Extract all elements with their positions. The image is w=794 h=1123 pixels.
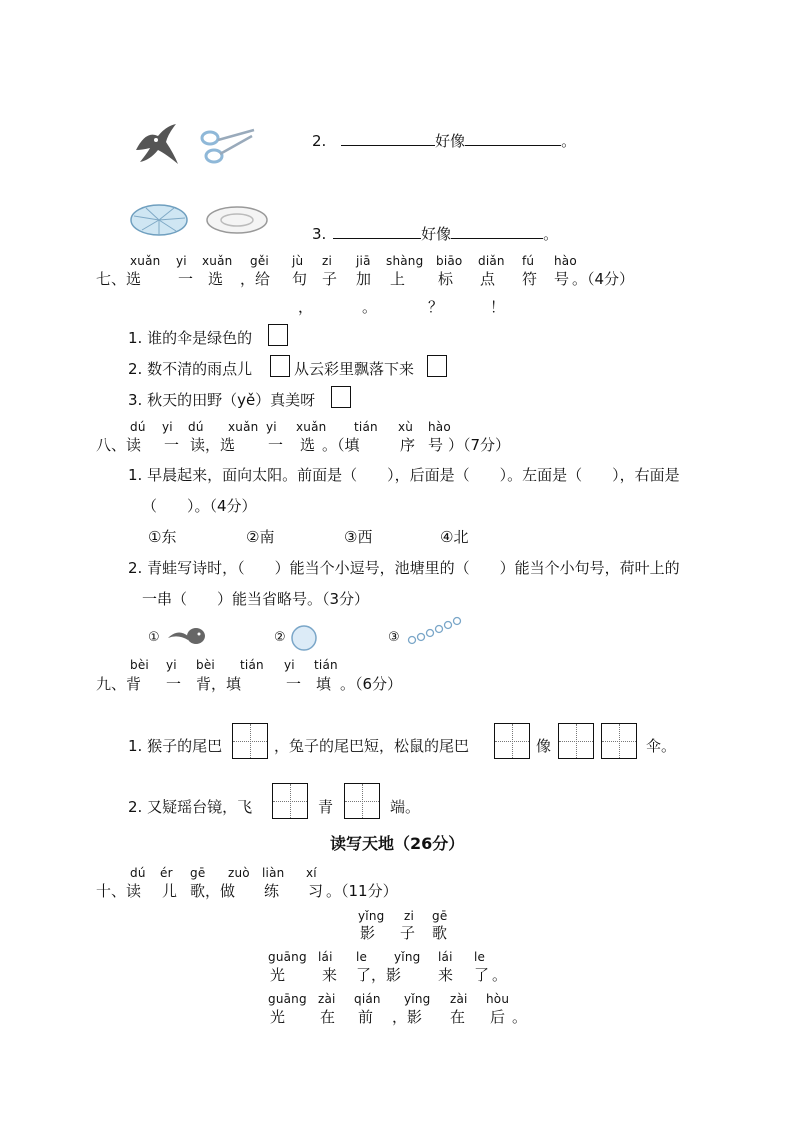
heading-text: 点 [480, 270, 496, 288]
answer-blank[interactable] [451, 224, 543, 239]
heading-text: 一 [286, 675, 302, 693]
q9-item-1-cont: 伞。 [646, 737, 677, 755]
item-number: 2. [312, 132, 327, 150]
option[interactable]: ③西 [344, 528, 373, 546]
pinyin: diǎn [478, 254, 505, 268]
punctuation-mark: ！ [490, 298, 506, 316]
tadpole-icon [166, 624, 208, 648]
heading-text: 十、读 [96, 882, 142, 900]
pinyin: yǐng [394, 950, 421, 964]
water-bubble-icon [290, 624, 318, 652]
pinyin: dú [188, 420, 204, 434]
answer-box[interactable] [331, 386, 351, 408]
poem-char: 光 [270, 1008, 286, 1026]
pinyin: le [474, 950, 486, 964]
text: 。 [543, 225, 559, 243]
answer-blank[interactable] [333, 224, 421, 239]
lotus-leaf-picture [128, 200, 190, 238]
pinyin: dú [130, 866, 146, 880]
section-title: 读写天地（26分） [330, 834, 465, 853]
heading-text: 八、读 [96, 436, 142, 454]
heading-text: 。（4分） [572, 270, 635, 288]
poem-char: 来 [438, 966, 454, 984]
pinyin: xuǎn [130, 254, 161, 268]
heading-text: 符 [522, 270, 538, 288]
pinyin: dú [130, 420, 146, 434]
pinyin: zài [450, 992, 468, 1006]
tian-grid-box[interactable] [494, 723, 530, 759]
heading-text: 背，填 [196, 675, 242, 693]
poem-char: 影 [360, 924, 376, 942]
pinyin: lái [318, 950, 333, 964]
pinyin: biāo [436, 254, 463, 268]
option[interactable]: ④北 [440, 528, 469, 546]
punctuation-mark: ， [298, 298, 314, 316]
plate-picture [204, 204, 270, 236]
pinyin: yi [266, 420, 277, 434]
heading-text: 一 [178, 270, 194, 288]
heading-text: 儿 [162, 882, 178, 900]
poem-char: 。 [492, 966, 508, 984]
pinyin: xuǎn [202, 254, 233, 268]
q7-item-2-cont: 从云彩里飘落下来 [294, 360, 415, 378]
q7-item-1: 1. 谁的伞是绿色的 [128, 329, 253, 347]
heading-text: 习 [308, 882, 324, 900]
q9-item-1-cont: 像 [536, 737, 552, 755]
heading-text: 。（填 [322, 436, 360, 454]
answer-box[interactable] [270, 355, 290, 377]
pinyin: yǐng [358, 909, 385, 923]
q6-item-2 [312, 130, 576, 151]
pinyin: bèi [196, 658, 215, 672]
pinyin: yi [162, 420, 173, 434]
tian-grid-box[interactable] [232, 723, 268, 759]
pinyin: ér [160, 866, 173, 880]
q6-item-3 [312, 223, 558, 244]
pinyin: jù [292, 254, 304, 268]
pinyin: zuò [228, 866, 250, 880]
pinyin: fú [522, 254, 535, 268]
answer-box[interactable] [427, 355, 447, 377]
q9-item-2-cont: 端。 [390, 798, 421, 816]
pinyin: zài [318, 992, 336, 1006]
answer-box[interactable] [268, 324, 288, 346]
pinyin: gē [432, 909, 448, 923]
heading-text: ，给 [240, 270, 271, 288]
heading-text: 一 [164, 436, 180, 454]
tian-grid-box[interactable] [344, 783, 380, 819]
q8-question-1: 1. 早晨起来，面向太阳。前面是（ ），后面是（ ）。左面是（ ），右面是 [128, 466, 680, 484]
heading-text: 填 [316, 675, 332, 693]
option[interactable]: ②南 [246, 528, 275, 546]
poem-char: 光 [270, 966, 286, 984]
pinyin: shàng [386, 254, 424, 268]
heading-text: 句 [292, 270, 308, 288]
poem-char: 歌 [432, 924, 448, 942]
poem-char: 。 [512, 1008, 528, 1026]
pinyin: yi [166, 658, 177, 672]
heading-text: 练 [264, 882, 280, 900]
pinyin: yi [176, 254, 187, 268]
heading-text: 一 [268, 436, 284, 454]
poem-char: ，影 [392, 1008, 423, 1026]
picture-label: ① [148, 630, 160, 645]
heading-text: 子 [322, 270, 338, 288]
pinyin: lái [438, 950, 453, 964]
q9-item-1: 1. 猴子的尾巴 [128, 737, 223, 755]
pinyin: bèi [130, 658, 149, 672]
pinyin: xù [398, 420, 414, 434]
heading-text: 。（11分） [326, 882, 398, 900]
poem-char: 前 [358, 1008, 374, 1026]
bubbles-string-icon [406, 614, 466, 646]
text: 好像 [435, 132, 466, 150]
heading-text: 选 [208, 270, 224, 288]
heading-text: 号 [428, 436, 444, 454]
tian-grid-box[interactable] [558, 723, 594, 759]
q7-item-2: 2. 数不清的雨点儿 [128, 360, 253, 378]
pinyin: jiā [356, 254, 371, 268]
scissors-picture [198, 124, 256, 168]
heading-text: 七、选 [96, 270, 142, 288]
poem-char: 在 [450, 1008, 466, 1026]
pinyin: gē [190, 866, 206, 880]
heading-text: 标 [438, 270, 454, 288]
punctuation-mark: 。 [362, 298, 378, 316]
heading-text: 一 [166, 675, 182, 693]
option[interactable]: ①东 [148, 528, 177, 546]
q9-item-1-cont: ，兔子的尾巴短，松鼠的尾巴 [274, 737, 470, 755]
q9-item-2-cont: 青 [318, 798, 334, 816]
pinyin: xuǎn [228, 420, 259, 434]
poem-char: 了 [474, 966, 490, 984]
q9-item-2: 2. 又疑瑶台镜，飞 [128, 798, 253, 816]
picture-label: ③ [388, 630, 400, 645]
pinyin: guāng [268, 950, 307, 964]
pinyin: guāng [268, 992, 307, 1006]
pinyin: tián [354, 420, 378, 434]
pinyin: qián [354, 992, 381, 1006]
pinyin: gěi [250, 254, 269, 268]
poem-char: 来 [322, 966, 338, 984]
heading-text: 加 [356, 270, 372, 288]
heading-text: 号 [554, 270, 570, 288]
pinyin: zi [322, 254, 333, 268]
answer-blank[interactable] [341, 131, 435, 146]
pinyin: zi [404, 909, 415, 923]
pinyin: xí [306, 866, 317, 880]
heading-text: 歌，做 [190, 882, 236, 900]
poem-char: 后 [490, 1008, 506, 1026]
swallow-picture [132, 120, 180, 168]
tian-grid-box[interactable] [272, 783, 308, 819]
heading-text: 。（6分） [340, 675, 403, 693]
punctuation-mark: ？ [428, 298, 444, 316]
pinyin: xuǎn [296, 420, 327, 434]
heading-text: 九、背 [96, 675, 142, 693]
pinyin: tián [314, 658, 338, 672]
q7-item-3: 3. 秋天的田野（yě）真美呀 [128, 391, 316, 409]
text: 好像 [421, 225, 452, 243]
pinyin: yi [284, 658, 295, 672]
heading-text: 上 [390, 270, 406, 288]
pinyin: le [356, 950, 368, 964]
item-number: 3. [312, 225, 327, 243]
tian-grid-box[interactable] [601, 723, 637, 759]
picture-label: ② [274, 630, 286, 645]
q8-question-2: 2. 青蛙写诗时，（ ）能当个小逗号，池塘里的（ ）能当个小句号，荷叶上的 [128, 559, 680, 577]
q8-question-1-cont: （ ）。（4分） [142, 497, 257, 515]
pinyin: liàn [262, 866, 285, 880]
pinyin: hào [554, 254, 577, 268]
heading-text: 选 [300, 436, 316, 454]
poem-char: 了，影 [356, 966, 402, 984]
heading-text: ）（7分） [448, 436, 511, 454]
pinyin: hào [428, 420, 451, 434]
pinyin: yǐng [404, 992, 431, 1006]
text: 。 [561, 132, 577, 150]
poem-char: 子 [400, 924, 416, 942]
answer-blank[interactable] [465, 131, 561, 146]
poem-char: 在 [320, 1008, 336, 1026]
pinyin: hòu [486, 992, 510, 1006]
pinyin: tián [240, 658, 264, 672]
heading-text: 序 [400, 436, 416, 454]
heading-text: 读，选 [190, 436, 236, 454]
q8-question-2-cont: 一串（ ）能当省略号。（3分） [142, 590, 370, 608]
